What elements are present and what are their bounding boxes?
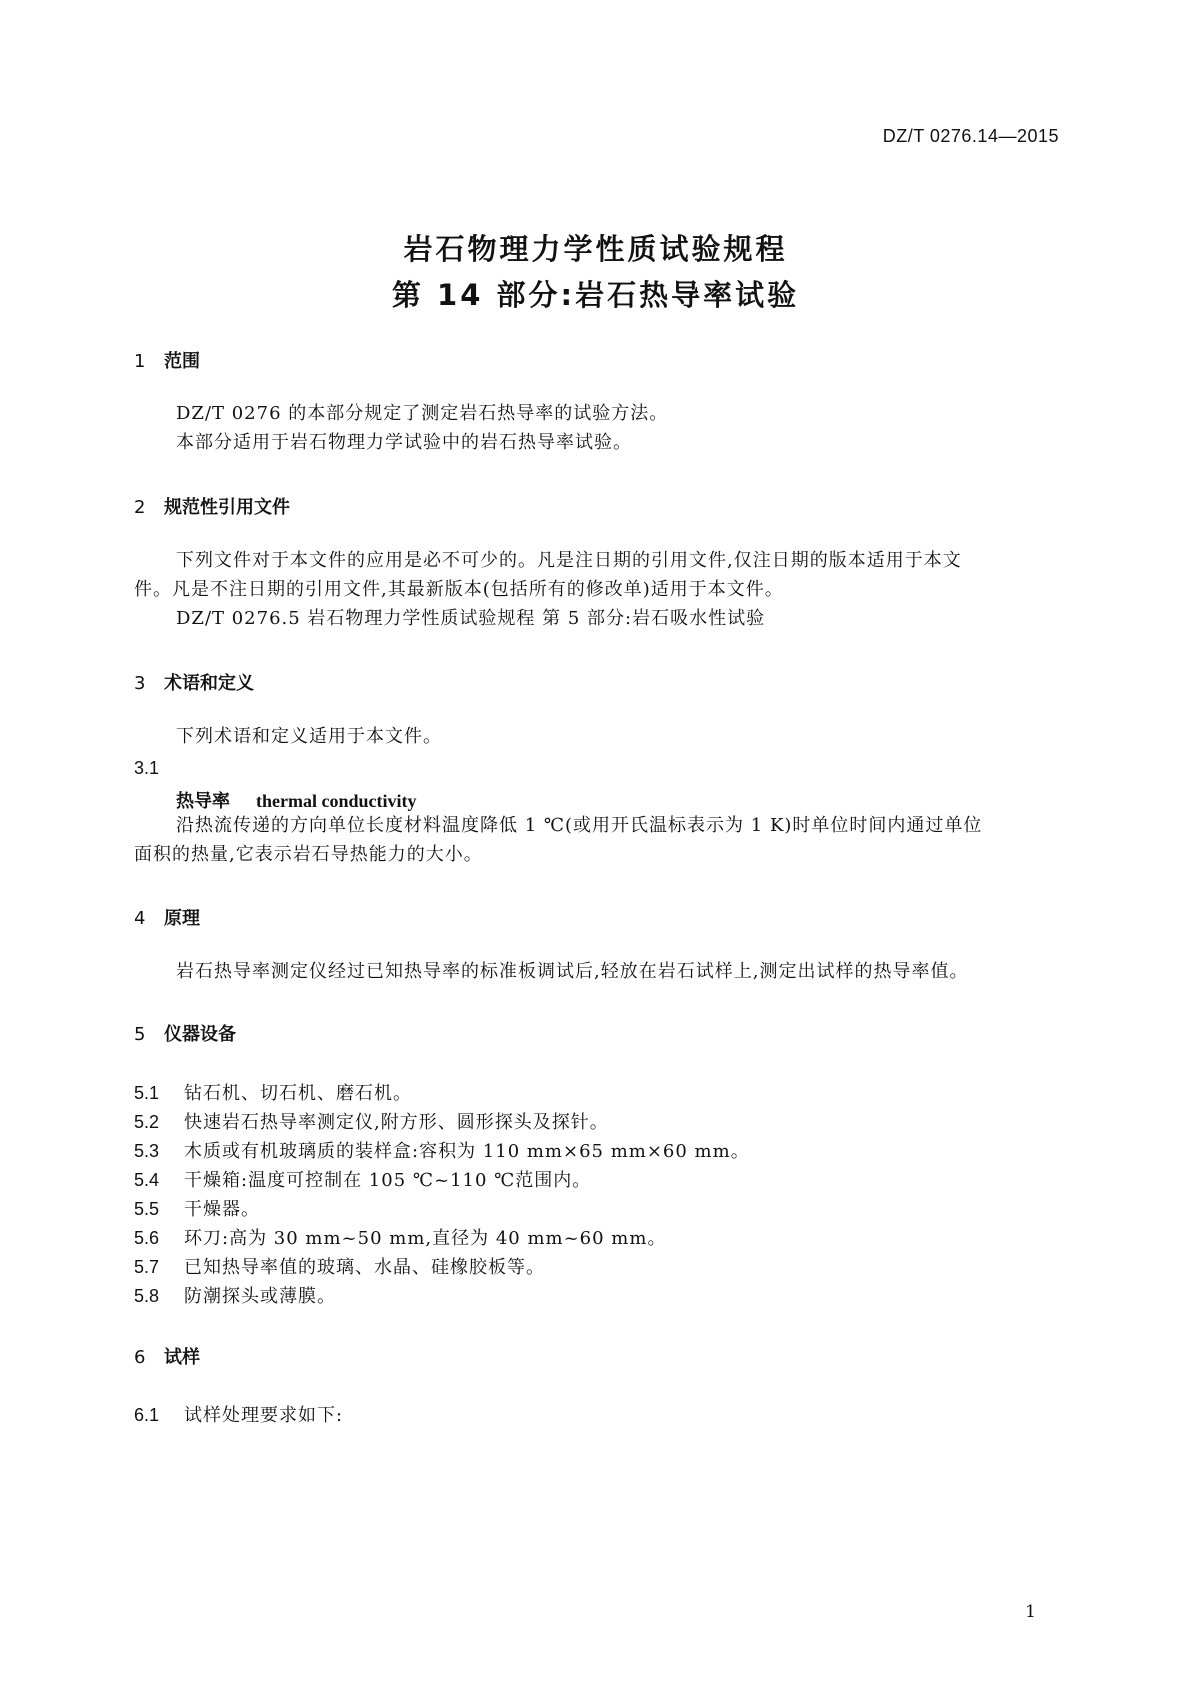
- list-item: [134, 1282, 336, 1308]
- section-title: 仪器设备: [164, 1024, 236, 1045]
- section-1-heading: [134, 347, 200, 373]
- list-item: [134, 1079, 412, 1105]
- term-number: 3.1: [134, 758, 160, 778]
- section-4-heading: [134, 904, 200, 930]
- item-number: 5.1: [134, 1083, 160, 1103]
- paragraph-continuation: 件。凡是不注日期的引用文件,其最新版本(包括所有的修改单)适用于本文件。: [134, 579, 784, 600]
- section-title: 术语和定义: [164, 673, 254, 694]
- section-title: 规范性引用文件: [164, 497, 290, 518]
- document-title: 岩石物理力学性质试验规程: [403, 232, 788, 266]
- term-definition: 沿热流传递的方向单位长度材料温度降低 1 ℃(或用开氏温标表示为 1 K)时单位时间内通过单位: [176, 815, 983, 836]
- term-chinese: 热导率: [176, 791, 230, 812]
- item-text: 试样处理要求如下:: [184, 1405, 344, 1426]
- section-number: 3: [134, 673, 146, 694]
- normative-reference: DZ/T 0276.5 岩石物理力学性质试验规程 第 5 部分:岩石吸水性试验: [176, 608, 766, 629]
- standard-code: DZ/T 0276.14—2015: [882, 126, 1059, 146]
- section-number: 4: [134, 908, 146, 929]
- term-entry: [176, 787, 416, 813]
- item-text: 环刀:高为 30 mm~50 mm,直径为 40 mm~60 mm。: [184, 1228, 667, 1249]
- paragraph: 本部分适用于岩石物理力学试验中的岩石热导率试验。: [176, 432, 632, 453]
- section-number: 5: [134, 1024, 146, 1045]
- paragraph: 岩石热导率测定仪经过已知热导率的标准板调试后,轻放在岩石试样上,测定出试样的热导率值。: [176, 961, 969, 982]
- list-item: [134, 1401, 343, 1427]
- section-number: 1: [134, 351, 146, 372]
- item-text: 干燥箱:温度可控制在 105 ℃~110 ℃范围内。: [184, 1170, 592, 1191]
- item-number: 5.8: [134, 1286, 160, 1306]
- section-number: 6: [134, 1347, 146, 1368]
- item-number: 5.3: [134, 1141, 160, 1161]
- item-text: 快速岩石热导率测定仪,附方形、圆形探头及探针。: [184, 1112, 609, 1133]
- term-definition-continuation: 面积的热量,它表示岩石导热能力的大小。: [134, 844, 483, 865]
- item-text: 干燥器。: [184, 1199, 260, 1220]
- item-text: 木质或有机玻璃质的装样盒:容积为 110 mm×65 mm×60 mm。: [184, 1141, 750, 1162]
- item-text: 已知热导率值的玻璃、水晶、硅橡胶板等。: [184, 1257, 545, 1278]
- list-item: [134, 1108, 609, 1134]
- paragraph: 下列术语和定义适用于本文件。: [176, 726, 442, 747]
- item-text: 防潮探头或薄膜。: [184, 1286, 336, 1307]
- list-item: [134, 1195, 260, 1221]
- item-number: 5.2: [134, 1112, 160, 1132]
- section-title: 试样: [164, 1347, 200, 1368]
- list-item: [134, 1166, 591, 1192]
- section-title: 原理: [164, 908, 200, 929]
- section-2-heading: [134, 493, 290, 519]
- item-number: 5.6: [134, 1228, 160, 1248]
- section-3-heading: [134, 669, 254, 695]
- list-item: [134, 1137, 750, 1163]
- item-number: 6.1: [134, 1405, 160, 1425]
- item-text: 钻石机、切石机、磨石机。: [184, 1083, 412, 1104]
- section-title: 范围: [164, 351, 200, 372]
- item-number: 5.4: [134, 1170, 160, 1190]
- item-number: 5.5: [134, 1199, 160, 1219]
- paragraph: 下列文件对于本文件的应用是必不可少的。凡是注日期的引用文件,仅注日期的版本适用于本文: [176, 550, 962, 571]
- section-5-heading: [134, 1020, 236, 1046]
- item-number: 5.7: [134, 1257, 160, 1277]
- list-item: [134, 1224, 666, 1250]
- section-number: 2: [134, 497, 146, 518]
- section-6-heading: [134, 1343, 200, 1369]
- list-item: [134, 1253, 545, 1279]
- term-english: thermal conductivity: [256, 791, 417, 811]
- page-number: 1: [1025, 1602, 1036, 1622]
- paragraph: DZ/T 0276 的本部分规定了测定岩石热导率的试验方法。: [176, 403, 669, 424]
- document-subtitle: 第 14 部分:岩石热导率试验: [391, 278, 800, 312]
